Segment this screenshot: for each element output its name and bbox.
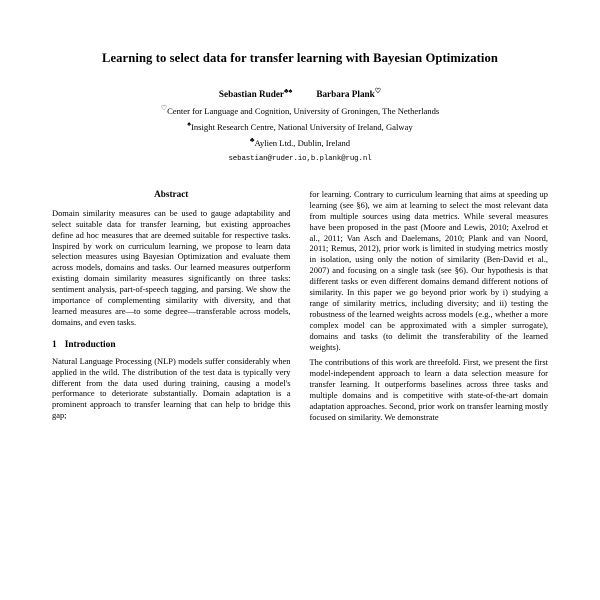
author-1-affiliation-marker: ♣♠ xyxy=(284,87,293,96)
author-1: Sebastian Ruder♣♠ xyxy=(218,87,293,100)
author-2-affiliation-marker: ♡ xyxy=(374,87,382,96)
right-paragraph-2: The contributions of this work are threefold. First, we present the first model-independent approach to learn a data selection measure for transfer learning. It outperforms baselines across three tasks and multiple domains and is competitive with state-of-the-art domain adaptation approaches. Second, prior work on transfer learning mostly focused on similarity. We demonstrate xyxy=(309,357,548,422)
section-title: Introduction xyxy=(64,339,116,350)
abstract-heading: Abstract xyxy=(154,189,189,200)
affiliation-2: ♠Insight Research Centre, National University of Ireland, Galway xyxy=(187,119,413,132)
introduction-paragraph: Natural Language Processing (NLP) models suffer considerably when applied in the wild. The distribution of the test data is typically very different from the data used during training, causing a model's performance to deteriorate substantially. Domain adaptation is a prominent approach to transfer learning that can help to bridge this gap; xyxy=(52,355,291,421)
affiliation-2-marker: ♠ xyxy=(187,119,191,128)
author-emails: sebastian@ruder.io,b.plank@rug.nl xyxy=(228,155,372,164)
section-number: 1 xyxy=(52,339,57,350)
affiliation-1: ♡Center for Language and Cognition, University of Groningen, The Netherlands xyxy=(160,103,440,116)
abstract-text: Domain similarity measures can be used to gauge adaptability and select suitable data for transfer learning, but existing approaches define ad hoc measures that are deemed suitable for respective tasks. Inspired by work on curriculum learning, we propose to learn data selection measures using Bayesian Optimization and evaluate them across models, domains and tasks. Our learned measures outperform existing domain similarity measures significantly on three tasks: sentiment analysis, part-of-speech tagging, and parsing. We show the importance of complementing similarity with diversity, and that learned measures are—to some degree—transferable across models, domains, and even tasks. xyxy=(52,207,291,327)
left-column xyxy=(52,189,291,423)
page-title: Learning to select data for transfer learning with Bayesian Optimization xyxy=(101,51,499,65)
author-2: Barbara Plank♡ xyxy=(316,87,382,100)
right-paragraph-1: for learning. Contrary to curriculum learning that aims at speeding up learning (see §6), we aim at learning to select the most relevant data from multiple sources using data metrics. While several measures have been proposed in the past (Moore and Lewis, 2010; Axelrod et al., 2011; Van Asch and Daelemans, 2010; Plank and van Noord, 2011; Remus, 2012), prior work is limited in studying metrics mostly in isolation, using only the notion of similarity (Ben-David et al., 2007) and focusing on a single task (see §6). Our hypothesis is that different tasks or even different domains demand different notions of similarity. In this paper we go beyond prior work by i) studying a range of similarity metrics, including diversity; and ii) testing the robustness of the learned weights across models (e.g., whether a more complex model can be approximated with a simpler surrogate), domains and tasks (to delimit the transferability of the learned weights). xyxy=(309,189,548,352)
affiliation-3-marker: ♣ xyxy=(249,135,255,144)
affiliation-1-marker: ♡ xyxy=(160,103,168,112)
right-column xyxy=(310,189,549,423)
affiliation-3: ♣Aylien Ltd., Dublin, Ireland xyxy=(249,135,351,148)
section-heading-introduction xyxy=(52,339,291,351)
body-columns xyxy=(52,189,548,423)
author-list xyxy=(52,87,548,100)
